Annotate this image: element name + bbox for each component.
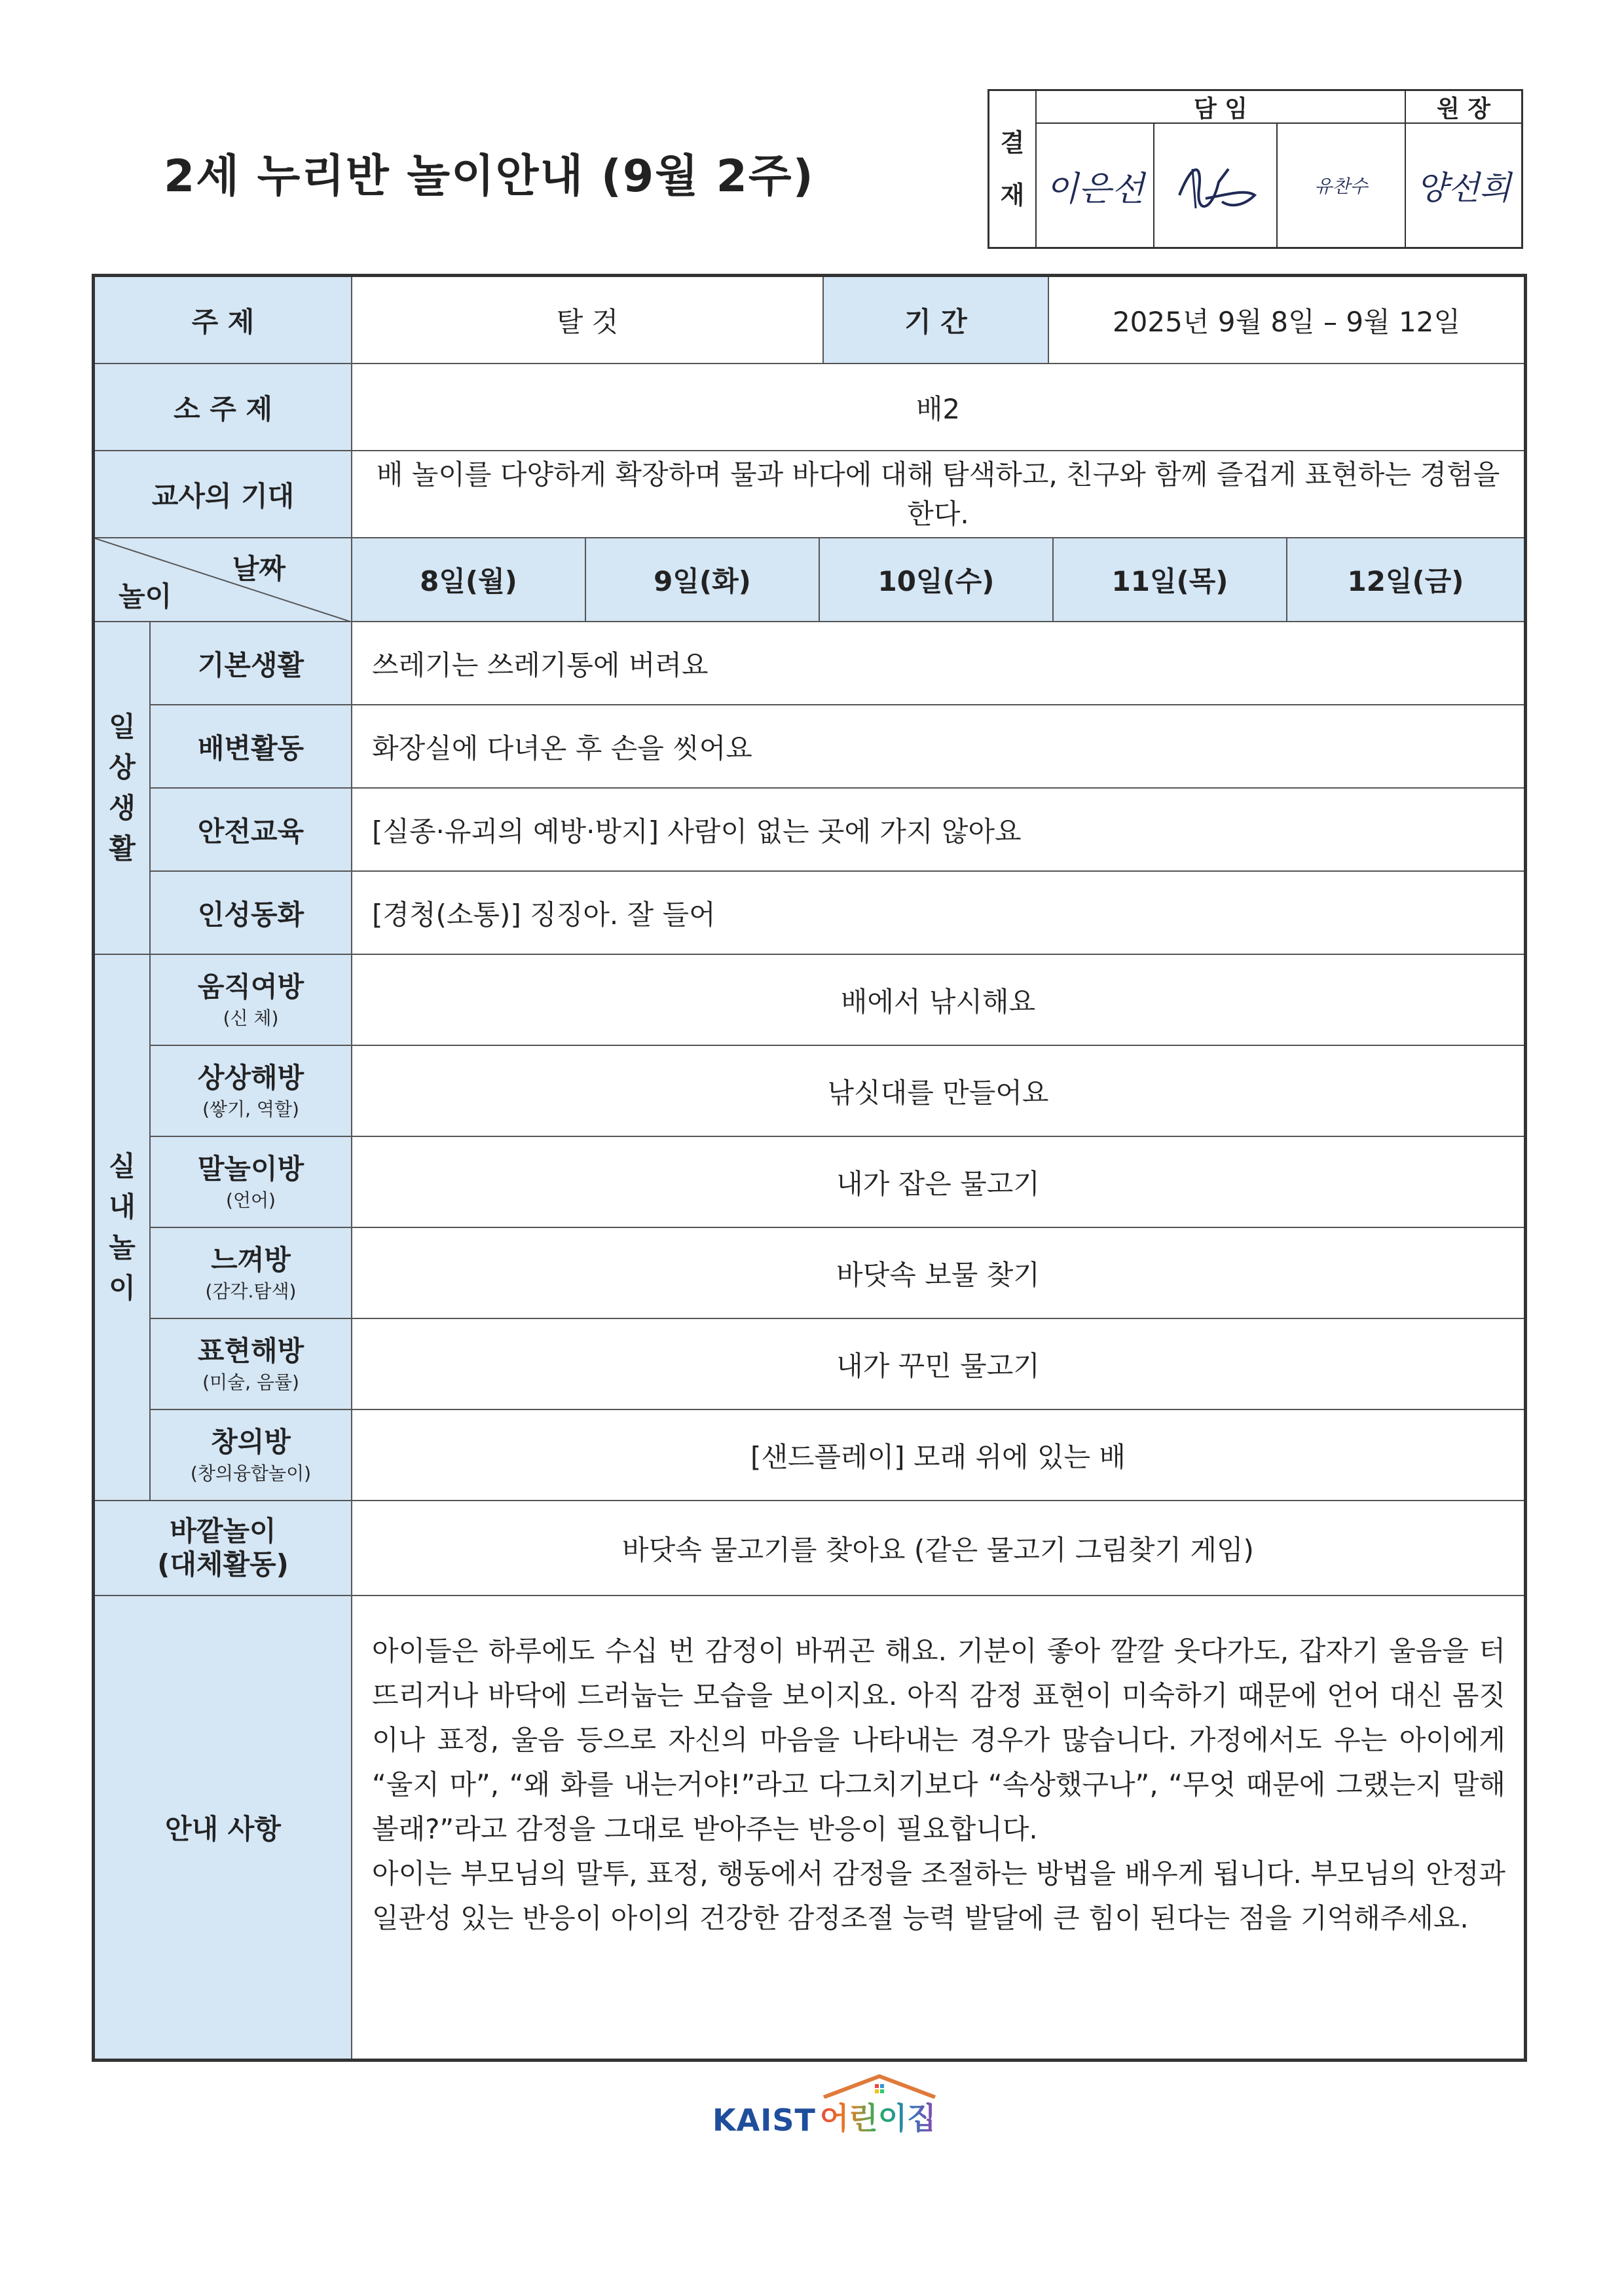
notice-paragraph-2: 아이는 부모님의 말투, 표정, 행동에서 감정을 조절하는 방법을 배우게 됩니다. 부모님의 안정과 일관성 있는 반응이 아이의 건강한 감정조절 능력 발달에 큰 힘이 된다는 점을 기억해주세요. (372, 1857, 1505, 1934)
indoor-row-label (151, 1137, 352, 1228)
outdoor-label (95, 1501, 352, 1596)
indoor-row-label (151, 1046, 352, 1137)
room-sub: (미술, 음률) (202, 1371, 299, 1393)
indoor-row-label (151, 1228, 352, 1319)
room-name: 표현해방 (197, 1334, 304, 1367)
logo-house (820, 2095, 936, 2138)
day-header: 10일(수) (820, 538, 1054, 622)
notice-paragraph-1: 아이들은 하루에도 수십 번 감정이 바뀌곤 해요. 기분이 좋아 깔깔 웃다가도, 갑자기 울음을 터뜨리거나 바닥에 드러눕는 모습을 보이지요. 아직 감정 표현이 미숙하기 때문에 언어 대신 몸짓이나 표정, 울음 등으로 자신의 마음을 나타내는 경우가 많습니다. 가정에서도 우는 아이에게 “울지 마”, “왜 화를 내는거야!”라고 다그치기보다 “속상했구나”, “무엇 때문에 그랬는지 말해볼래?”라고 감정을 그대로 받아주는 반응이 필요합니다. (372, 1635, 1505, 1845)
indoor-play-group-label (95, 955, 151, 1501)
room-sub: (창의융합놀이) (190, 1462, 312, 1484)
group-char: 생 (109, 792, 136, 824)
indoor-row-value: 바닷속 보물 찾기 (352, 1228, 1524, 1319)
indoor-row-label (151, 1410, 352, 1501)
theme-value: 탈 것 (352, 277, 824, 364)
play-label: 놀이 (119, 580, 172, 612)
signature-4 (1406, 124, 1521, 247)
outdoor-value: 바닷속 물고기를 찾아요 (같은 물고기 그림찾기 게임) (352, 1501, 1524, 1596)
daily-row-label: 기본생활 (151, 622, 352, 705)
signature-2-scribble (1154, 124, 1278, 247)
subtheme-label: 소 주 제 (95, 364, 352, 451)
indoor-row-value: 배에서 낚시해요 (352, 955, 1524, 1046)
indoor-row-value: 내가 꾸민 물고기 (352, 1319, 1524, 1410)
group-char: 상 (109, 751, 136, 783)
subtheme-value: 배2 (352, 364, 1524, 451)
group-char: 활 (109, 832, 136, 865)
daily-row-value: [경청(소통)] 징징아. 잘 들어 (352, 872, 1524, 955)
indoor-row-value: [샌드플레이] 모래 위에 있는 배 (352, 1410, 1524, 1501)
logo-korean-text (820, 2100, 936, 2136)
room-name: 움직여방 (197, 970, 304, 1003)
expectation-label: 교사의 기대 (95, 451, 352, 538)
theme-label: 주 제 (95, 277, 352, 364)
day-header: 8일(월) (352, 538, 586, 622)
room-name: 느껴방 (211, 1243, 291, 1276)
period-value: 2025년 9월 8일 – 9월 12일 (1049, 277, 1524, 364)
approval-box (987, 89, 1523, 249)
daily-row-value: 쓰레기는 쓰레기통에 버려요 (352, 622, 1524, 705)
signature-3 (1278, 124, 1406, 247)
daily-row-label: 인성동화 (151, 872, 352, 955)
room-sub: (쌓기, 역할) (202, 1098, 299, 1120)
period-label: 기 간 (824, 277, 1049, 364)
approval-label (989, 91, 1037, 247)
logo-kaist-text: KAIST (712, 2102, 816, 2138)
outdoor-label-line1: 바깥놀이 (170, 1515, 276, 1548)
group-char: 놀 (109, 1231, 136, 1263)
indoor-row-value: 낚싯대를 만들어요 (352, 1046, 1524, 1137)
signature-1-text: 이은선 (1045, 169, 1145, 209)
approval-label-top: 결 (1000, 128, 1025, 157)
notice-body (352, 1596, 1524, 2059)
room-name: 말놀이방 (197, 1152, 304, 1185)
indoor-row-label (151, 1319, 352, 1410)
room-sub: (감각.탐색) (205, 1280, 297, 1302)
room-name: 창의방 (211, 1425, 291, 1458)
room-name: 상상해방 (197, 1061, 304, 1094)
play-plan-table (92, 274, 1527, 2062)
signature-scribble-icon (1166, 149, 1264, 221)
daily-row-value: [실종·유괴의 예방·방지] 사람이 없는 곳에 가지 않아요 (352, 789, 1524, 872)
notice-label: 안내 사항 (95, 1596, 352, 2059)
daily-life-group-label (95, 622, 151, 955)
indoor-row-value: 내가 잡은 물고기 (352, 1137, 1524, 1228)
logo-korean-label: 어린이집 (819, 2100, 936, 2136)
outdoor-label-line2: (대체활동) (157, 1548, 289, 1580)
group-char: 내 (109, 1191, 136, 1223)
daily-row-label: 안전교육 (151, 789, 352, 872)
group-char: 실 (109, 1150, 136, 1182)
signature-1 (1037, 124, 1154, 247)
house-roof-icon (817, 2072, 942, 2099)
group-char: 이 (109, 1272, 136, 1304)
expectation-value: 배 놀이를 다양하게 확장하며 물과 바다에 대해 탐색하고, 친구와 함께 즐겁게 표현하는 경험을 한다. (352, 451, 1524, 538)
indoor-row-label (151, 955, 352, 1046)
room-sub: (언어) (226, 1189, 276, 1211)
page-title: 2세 누리반 놀이안내 (9월 2주) (164, 151, 815, 202)
daily-row-value: 화장실에 다녀온 후 손을 씻어요 (352, 705, 1524, 789)
approval-label-bottom: 재 (1000, 181, 1025, 210)
day-header: 9일(화) (586, 538, 820, 622)
day-header: 11일(목) (1054, 538, 1287, 622)
date-play-header (95, 538, 352, 622)
director-header: 원 장 (1406, 91, 1521, 124)
room-sub: (신 체) (223, 1007, 279, 1029)
day-header: 12일(금) (1287, 538, 1524, 622)
date-label: 날짜 (232, 553, 286, 585)
group-char: 일 (109, 711, 136, 743)
homeroom-header: 담 임 (1037, 91, 1406, 124)
daily-row-label: 배변활동 (151, 705, 352, 789)
signature-3-text: 유찬수 (1314, 176, 1368, 197)
kaist-daycare-logo (712, 2085, 936, 2138)
signature-4-text: 양선희 (1416, 169, 1511, 207)
